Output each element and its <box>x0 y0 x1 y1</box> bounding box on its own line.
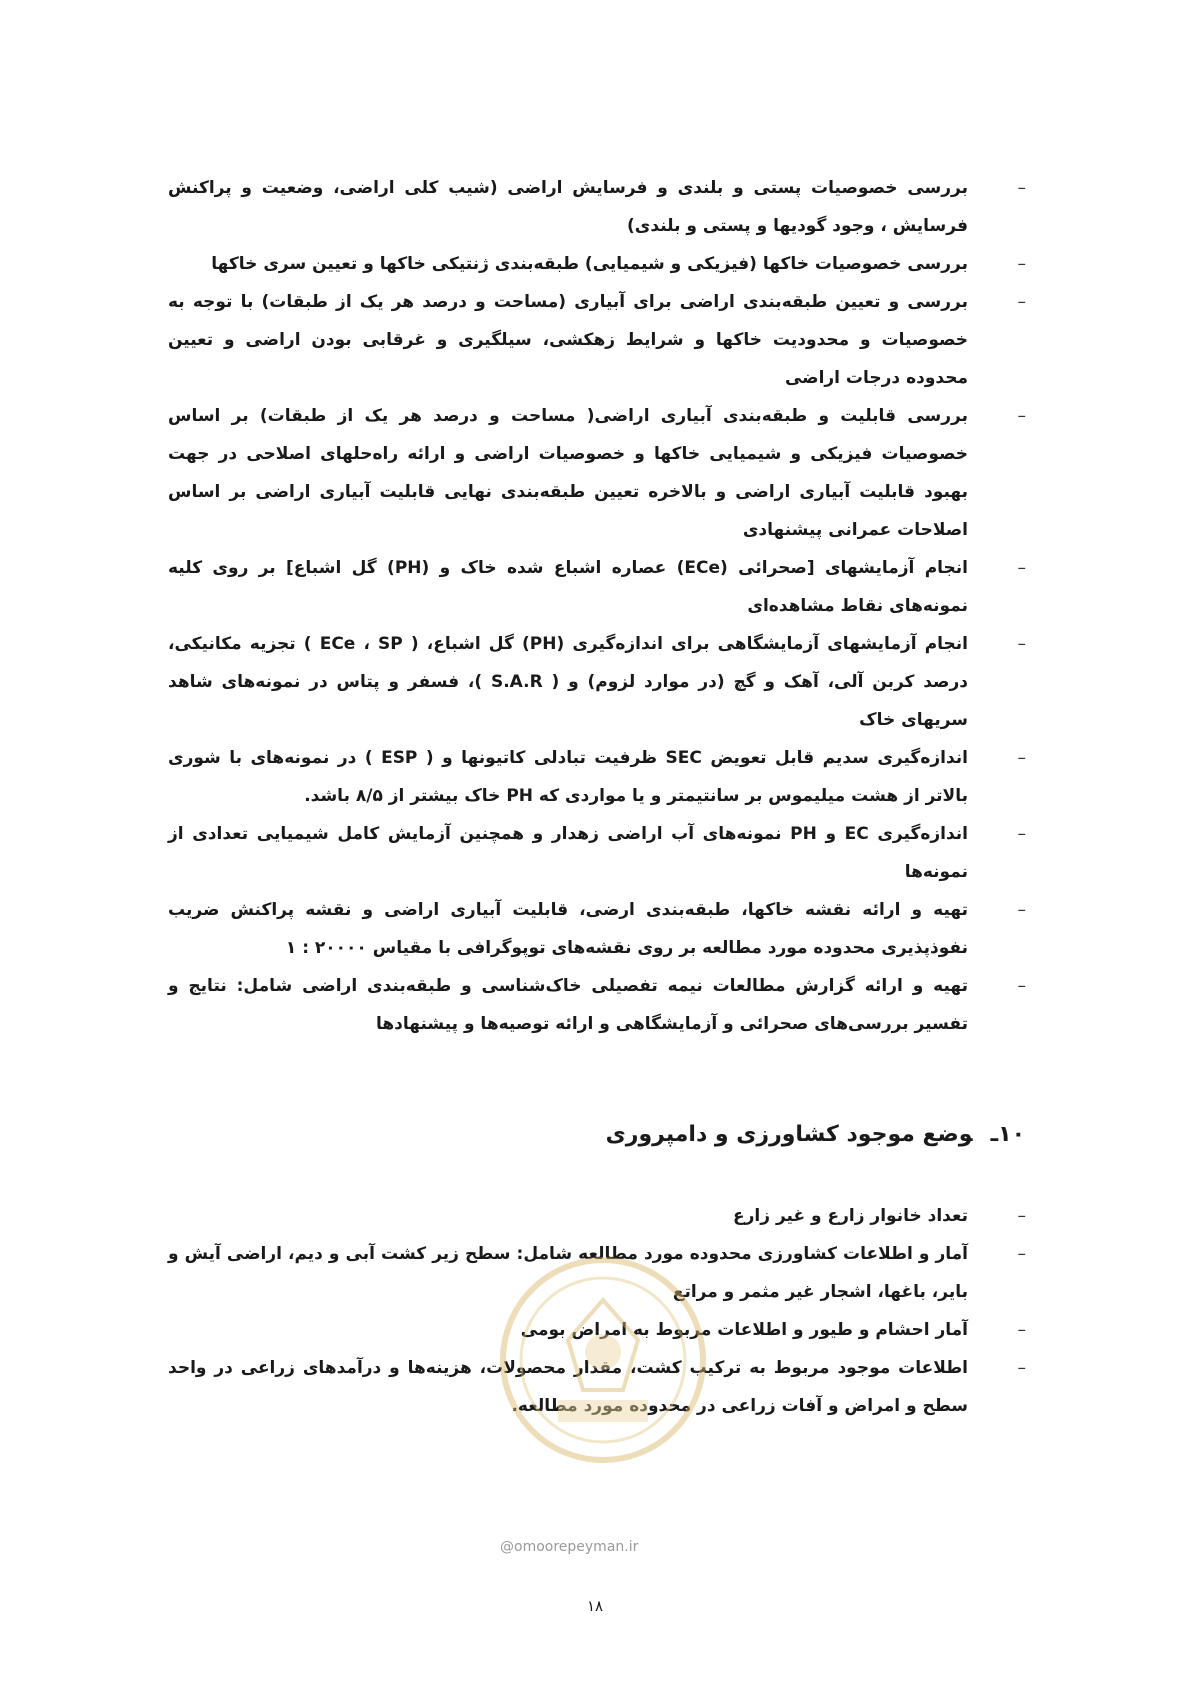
bullet-dash: – <box>1017 1358 1026 1378</box>
bullet-dash: – <box>1017 178 1026 198</box>
list-item: – آمار احشام و طیور و اطلاعات مربوط به امراض بومی <box>168 1311 1030 1349</box>
section-number: ۱۰ـ <box>990 1122 1025 1147</box>
list-item: – بررسی قابلیت و طبقه‌بندی آبیاری اراضی( مساحت و درصد هر یک از طبقات) بر اساس خصوصیات فیزیکی و شیمیایی خاکها و خصوصیات اراضی و ارائه راه‌حلهای اصلاحی در جهت بهبود قابلیت آبیاری اراضی و بالاخره تعیین طبقه‌بندی نهایی قابلیت آبیاری اراضی بر اساس اصلاحات عمرانی پیشنهادی <box>168 397 1030 549</box>
list-item: – اندازه‌گیری سدیم قابل تعویض SEC ظرفیت تبادلی کاتیونها و ( ESP ) در نمونه‌های با شوری بالاتر از هشت میلیموس بر سانتیمتر و یا مواردی که PH خاک بیشتر از ۸/۵ باشد. <box>168 739 1030 815</box>
bullet-dash: – <box>1017 634 1026 654</box>
bullet-dash: – <box>1017 1206 1026 1226</box>
watermark-url: @omoorepeyman.ir <box>500 1539 639 1555</box>
bullet-dash: – <box>1017 1320 1026 1340</box>
bullet-dash: – <box>1017 254 1026 274</box>
bullet-dash: – <box>1017 748 1026 768</box>
list-item: – تهیه و ارائه گزارش مطالعات نیمه تفصیلی خاک‌شناسی و طبقه‌بندی اراضی شامل: نتایج و تفسیر بررسی‌های صحرائی و آزمایشگاهی و ارائه توصیه‌ها و پیشنهادها <box>168 967 1030 1043</box>
section-title: وضع موجود کشاورزی و دامپروری <box>605 1122 973 1147</box>
list-item: – تهیه و ارائه نقشه خاکها، طبقه‌بندی ارضی، قابلیت آبیاری اراضی و نقشه پراکنش ضریب نفوذپذیری محدوده مورد مطالعه بر روی نقشه‌های توپوگرافی با مقیاس ۲۰۰۰۰ : ۱ <box>168 891 1030 967</box>
bullet-dash: – <box>1017 824 1026 844</box>
list-item: – اطلاعات موجود مربوط به ترکیب کشت، مقدار محصولات، هزینه‌ها و درآمدهای زراعی در واحد سطح و امراض و آفات زراعی در محدوده مورد مطالعه. <box>168 1349 1030 1425</box>
list-item: – آمار و اطلاعات کشاورزی محدوده مورد مطالعه شامل: سطح زیر کشت آبی و دیم، اراضی آیش و بایر، باغها، اشجار غیر مثمر و مراتع <box>168 1235 1030 1311</box>
list-item: – بررسی و تعیین طبقه‌بندی اراضی برای آبیاری (مساحت و درصد هر یک از طبقات) با توجه به خصوصیات و محدودیت خاکها و شرایط زهکشی، سیلگیری و غرقابی بودن اراضی و تعیین محدوده درجات اراضی <box>168 283 1030 397</box>
bullet-dash: – <box>1017 558 1026 578</box>
watermark-seal-icon <box>488 1240 718 1500</box>
list-item: – انجام آزمایشهای آزمایشگاهی برای اندازه‌گیری (PH) گل اشباع، ( ECe ، SP ) تجزیه مکانیکی، درصد کربن آلی، آهک و گچ (در موارد لزوم) و ( S.A.R )، فسفر و پتاس در نمونه‌های شاهد سریهای خاک <box>168 625 1030 739</box>
bullet-dash: – <box>1017 900 1026 920</box>
list-item: – انجام آزمایشهای [صحرائی (ECe) عصاره اشباع شده خاک و (PH) گل اشباع] بر روی کلیه نمونه‌های نقاط مشاهده‌ای <box>168 549 1030 625</box>
list-item: – بررسی خصوصیات خاکها (فیزیکی و شیمیایی) طبقه‌بندی ژنتیکی خاکها و تعیین سری خاکها <box>168 245 1030 283</box>
section-heading <box>606 1122 1025 1147</box>
list-item: – اندازه‌گیری EC و PH نمونه‌های آب اراضی زهدار و همچنین آزمایش کامل شیمیایی تعدادی از نمونه‌ها <box>168 815 1030 891</box>
page-number: ۱۸ <box>586 1597 604 1615</box>
bullet-dash: – <box>1017 292 1026 312</box>
bullet-dash: – <box>1017 1244 1026 1264</box>
bullet-dash: – <box>1017 406 1026 426</box>
list-item: – تعداد خانوار زارع و غیر زارع <box>168 1197 1030 1235</box>
list-item: – بررسی خصوصیات پستی و بلندی و فرسایش اراضی (شیب کلی اراضی، وضعیت و پراکنش فرسایش ، وجود گودیها و پستی و بلندی) <box>168 169 1030 245</box>
soil-study-list <box>168 169 1030 1043</box>
bullet-dash: – <box>1017 976 1026 996</box>
